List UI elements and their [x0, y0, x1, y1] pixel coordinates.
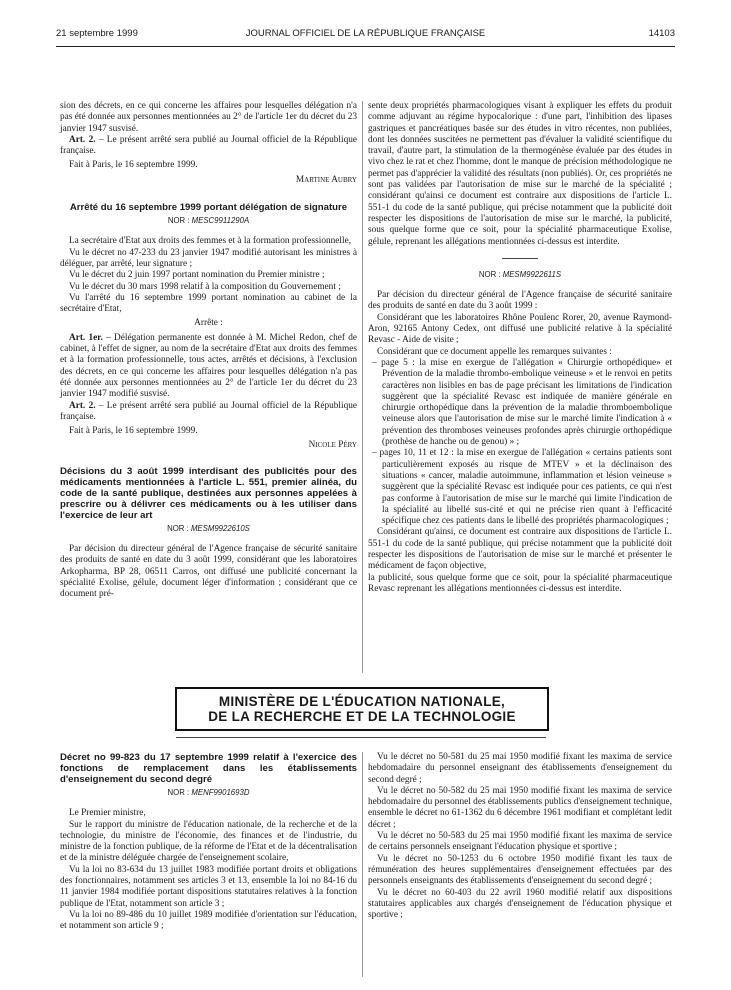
- nor-label: NOR :: [167, 216, 192, 226]
- decision-title: Décisions du 3 août 1999 interdisant des publicités pour des médicaments mentionnées à l'article L. 551, premier alinéa, du code de la santé publique, destinées aux personnes appelées à prescrire ou à délivrer ces médicaments ou à les utiliser dans l'exercice de leur art: [60, 465, 357, 521]
- paragraph: Vu le décret no 47-233 du 23 janvier 1947 modifié autorisant les ministres à déléguer, par arrêté, leur signature ;: [60, 247, 357, 269]
- nor-label: NOR :: [167, 523, 191, 533]
- article-label: Art. 1er.: [69, 332, 103, 343]
- article-text: – Le présent arrêté sera publié au Journal officiel de la République française.: [60, 134, 358, 157]
- article-label: Art. 2.: [69, 400, 96, 411]
- right-column-top: [368, 101, 672, 595]
- separator-rule: [502, 258, 538, 259]
- list-item: – page 5 : la mise en exergue de l'allégation « Chirurgie orthopédique» et Prévention de la maladie thrombo-embolique veineuse » et le renvoi en petits caractères non lisibles en bas de page précisant les limitations de l'indication suggèrent que la spécialité Revasc est indiquée de manière générale en chirurgie orthopédique dans la prévention de la maladie thromboembolique veineuse alors que l'autorisation de mise sur le marché limite l'indication à « prévention des thromboses veineuses profondes après chirurgie orthopédique (prothèse de hanche ou de genou) » ;: [372, 357, 672, 448]
- paragraph: [60, 135, 357, 158]
- paragraph: Par décision du directeur général de l'Agence française de sécurité sanitaire des produits de santé en date du 3 août 1999, considérant que les laboratoires Arkopharma, BP 28, 06511 Carros, ont diffusé une publicité concernant la spécialité Exolise, gélule, document léger d'information ; considérant que ce document pré-: [60, 544, 357, 600]
- article-label: Art. 2.: [69, 134, 96, 145]
- date-place-line: Fait à Paris, le 16 septembre 1999.: [69, 426, 198, 437]
- page-header: [56, 28, 675, 44]
- arrete-word: Arrête :: [194, 318, 223, 329]
- header-rule: [56, 46, 675, 47]
- paragraph: Vu l'arrêté du 16 septembre 1999 portant nomination au cabinet de la secrétaire d'Etat,: [60, 292, 357, 315]
- right-column-bottom: [368, 752, 672, 921]
- paragraph: Vu la loi no 89-486 du 10 juillet 1989 modifiée d'orientation sur l'éducation, et notamment son article 9 ;: [60, 909, 357, 932]
- paragraph: Vu le décret no 50-1253 du 6 octobre 1950 modifié fixant les taux de rémunération des heures supplémentaires d'enseignement effectuées par des personnels enseignants des établissements d'enseignement du second degré ;: [368, 853, 672, 887]
- article-text: – Le présent arrêté sera publié au Journal officiel de la République française.: [60, 400, 358, 422]
- paragraph: Considérant que ce document appelle les remarques suivantes :: [377, 346, 612, 357]
- nor-code: MESM9922611S: [502, 269, 562, 279]
- nor-reference: [60, 787, 357, 798]
- header-page-number: 14103: [648, 28, 675, 39]
- signature: Nicole Péry: [308, 440, 357, 451]
- ministry-line: DE LA RECHERCHE ET DE LA TECHNOLOGIE: [208, 709, 516, 724]
- paragraph: Sur le rapport du ministre de l'éducation nationale, de la recherche et de la technologie, du ministre de l'économie, des finances et de l'industrie, du ministre de la fonction publique, de la réforme de l'Etat et de la décentralisation et de la ministre déléguée chargée de l'enseignement scolaire,: [60, 819, 357, 864]
- paragraph: Par décision du directeur général de l'Agence française de sécurité sanitaire des produits de santé en date du 3 août 1999 :: [368, 290, 672, 312]
- header-date: 21 septembre 1999: [56, 28, 138, 39]
- list-item: – pages 10, 11 et 12 : la mise en exergue de l'allégation « certains patients sont particulièrement exposés au risque de MTEV » et la déclinaison des situations « cancer, maladie autoimmune, inflammation et lésion veineuse » suggèrent que la spécialité Revasc est indiquée pour ces patients, ce qui n'est pas conforme à l'autorisation de mise sur le marché qui limite l'indication de la spécialité au libellé sus-cité et qui ne précise rien quant à l'efficacité spécifique chez ces patients dans le libellé des propriétés pharmacologiques ;: [372, 448, 672, 527]
- column-divider: [362, 752, 363, 977]
- nor-reference: [60, 523, 357, 534]
- paragraph: Vu le décret no 50-583 du 25 mai 1950 modifié fixant les maxima de service de certains personnels enseignant l'éducation physique et sportive ;: [368, 831, 672, 853]
- left-column-bottom: [60, 752, 357, 933]
- paragraph: Vu le décret no 60-403 du 22 avril 1960 modifié relatif aux dispositions statutaires applicables aux chargés d'enseignement de l'éducation physique et sportive ;: [368, 887, 672, 921]
- paragraph: [60, 333, 357, 401]
- nor-reference: [368, 269, 672, 280]
- paragraph: sente deux propriétés pharmacologiques visant à expliquer les effets du produit comme adjuvant au régime hypocalorique : d'une part, l'inhibition des lipases gastriques et pancréatiques basée sur des études in vitro récentes, non publiées, dont les données suscitées ne permettent pas d'évaluer la validité scientifique du travail, d'autre part, la stimulation de la thermogénèse évaluée par des études in vivo chez le rat et chez l'homme, dont le manque de précision méthodologique ne permet pas d'apprécier la validité des résultats (non publiés). Or, ces propriétés ne sont pas validées par l'autorisation de mise sur le marché de la spécialité ; considérant qu'ainsi ce document est contraire aux dispositions de l'article L. 551-1 du code de la santé publique, qui précise notamment que la publicité doit respecter les dispositions de l'autorisation de mise sur le marché, la publicité, sous quelque forme que ce soit, pour la spécialité pharmaceutique Exolise, gélule, reprenant les allégations mentionnées ci-dessus est interdite.: [368, 101, 672, 247]
- nor-code: MENF9901693D: [191, 788, 250, 797]
- decree-title: Décret no 99-823 du 17 septembre 1999 relatif à l'exercice des fonctions de remplacement dans les établissements d'enseignement du second degré: [60, 752, 357, 785]
- column-divider: [362, 101, 363, 673]
- nor-code: MESC9911290A: [191, 216, 250, 226]
- paragraph: La secrétaire d'Etat aux droits des femmes et à la formation professionnelle,: [69, 236, 352, 247]
- paragraph: Vu la loi no 83-634 du 13 juillet 1983 modifiée portant droits et obligations des fonctionnaires, notamment ses articles 3 et 13, ensemble la loi no 84-16 du 11 janvier 1984 modifiée portant dispositions statutaires relatives à la fonction publique de l'Etat, notamment son article 3 ;: [60, 864, 357, 909]
- article-text: – Délégation permanente est donnée à M. Michel Redon, chef de cabinet, à l'effet de signer, au nom de la secrétaire d'Etat aux droits des femmes et à la formation professionnelle, tous actes, arrêtés et décisions, à l'exclusion des décrets, en ce qui concerne les affaires pour lesquelles délégation n'a pas été donnée aux personnes mentionnées au 2° de l'article 1er du décret du 23 janvier 1947 modifié susvisé.: [60, 332, 357, 400]
- date-place-line: Fait à Paris, le 16 septembre 1999.: [69, 160, 198, 171]
- paragraph: sion des décrets, en ce qui concerne les affaires pour lesquelles délégation n'a pas été donnée aux personnes mentionnées au 2° de l'article 1er du décret du 23 janvier 1947 susvisé.: [60, 101, 357, 134]
- paragraph: Vu le décret no 50-581 du 25 mai 1950 modifié fixant les maxima de service hebdomadaire du personnel enseignant des établissements d'enseignement du second degré ;: [368, 752, 672, 785]
- arrete-title: Arrêté du 16 septembre 1999 portant délégation de signature: [69, 202, 348, 214]
- section-rule: [176, 737, 546, 738]
- paragraph: Le Premier ministre,: [69, 808, 146, 819]
- paragraph: la publicité, sous quelque forme que ce soit, pour la spécialité pharmaceutique Revasc reprenant les allégations mentionnées ci-dessus est interdite.: [368, 572, 672, 594]
- signature: Martine Aubry: [295, 174, 357, 185]
- ministry-line: MINISTÈRE DE L'ÉDUCATION NATIONALE,: [218, 693, 506, 709]
- left-column-top: [60, 101, 357, 601]
- header-title: JOURNAL OFFICIEL DE LA RÉPUBLIQUE FRANÇAISE: [245, 28, 486, 39]
- paragraph: Vu le décret du 2 juin 1997 portant nomination du Premier ministre ;: [69, 270, 325, 281]
- ministry-heading-box: [175, 687, 549, 731]
- paragraph: [60, 401, 357, 424]
- nor-label: NOR :: [478, 269, 503, 279]
- nor-code: MESM9922610S: [190, 523, 250, 533]
- paragraph: Considérant que les laboratoires Rhône Poulenc Rorer, 20, avenue Raymond-Aron, 92165 Antony Cedex, ont diffusé une publicité relative à la spécialité Revasc - Aide de visite ;: [368, 312, 672, 346]
- paragraph: Vu le décret du 30 mars 1998 relatif à la composition du Gouvernement ;: [69, 281, 341, 292]
- paragraph: Vu le décret no 50-582 du 25 mai 1950 modifié fixant les maxima de service hebdomadaire du personnel des établissements publics d'enseignement technique, ensemble le décret no 61-1362 du 6 décembre 1961 modifiant et complétant ledit décret ;: [368, 785, 672, 830]
- nor-reference: [60, 215, 357, 226]
- paragraph: Considérant qu'ainsi, ce document est contraire aux dispositions de l'article L. 551-1 du code de la santé publique, qui précise notamment que la publicité doit respecter les dispositions de l'autorisation de mise sur le marché et présenter le médicament de façon objective,: [368, 527, 672, 572]
- nor-label: NOR :: [167, 788, 192, 797]
